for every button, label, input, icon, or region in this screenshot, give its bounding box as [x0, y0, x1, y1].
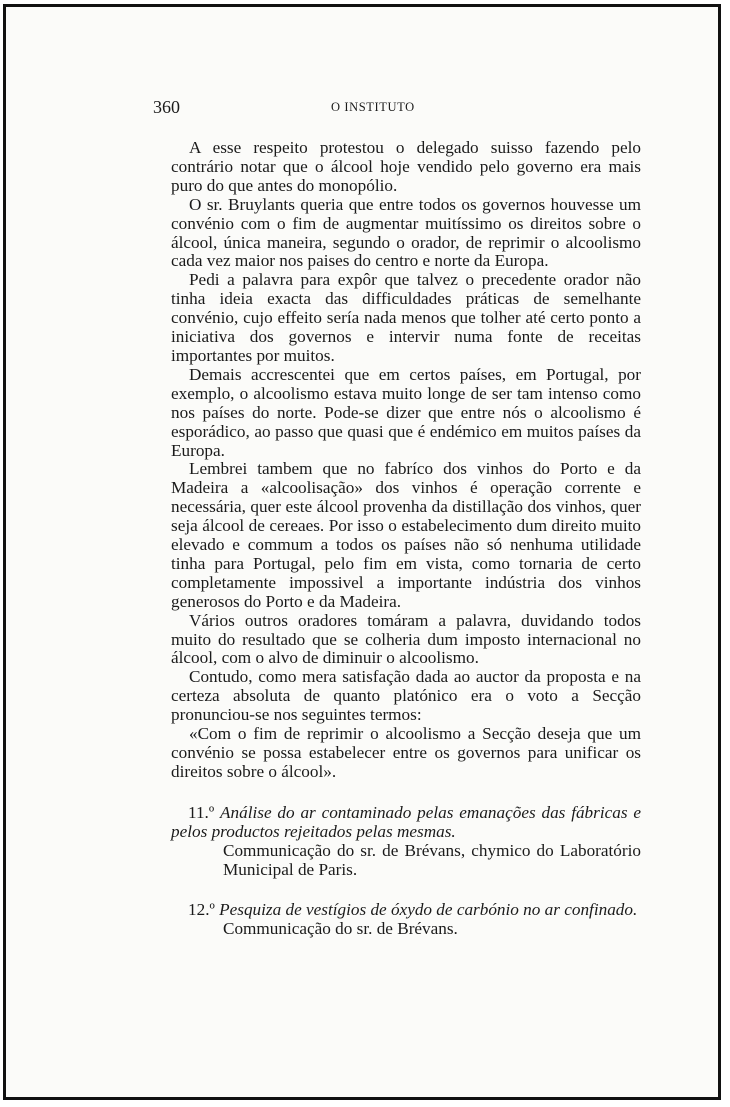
- paragraph: Contudo, como mera satisfação dada ao auctor da proposta e na certeza absoluta de quanto platónico era o voto a Secção pronunciou-se nos seguintes termos:: [171, 667, 641, 725]
- agenda-item-11: [171, 804, 641, 880]
- agenda-item-title: Pesquiza de vestígios de óxydo de carbónio no ar confinado.: [219, 900, 638, 920]
- agenda-item-number: 12.º: [188, 900, 215, 920]
- agenda-item-note: Communicação do sr. de Brévans, chymico do Laboratório Municipal de Paris.: [223, 840, 641, 879]
- paragraph: Demais accrescentei que em certos países, em Portugal, por exemplo, o alcoolismo estava muito longe de ser tam intenso como nos países do norte. Pode-se dizer que entre nós o alcoolismo é esporádico, ao passo que quasi que é endémico em muitos países da Europa.: [171, 364, 641, 460]
- agenda-item-note: Communicação do sr. de Brévans.: [223, 919, 458, 939]
- page-header: [153, 97, 641, 121]
- agenda-item-12: [171, 901, 641, 939]
- body-text: [171, 139, 641, 782]
- paragraph: Lembrei tambem que no fabríco dos vinhos do Porto e da Madeira a «alcoolisação» dos vinhos é operação corrente e necessária, quer este álcool provenha da distillação dos vinhos, quer seja álcool de cereaes. Por isso o estabelecimento dum direito muito elevado e commum a todos os países não só nenhuma utilidade tinha para Portugal, pelo fim em vista, como tornaria de certo completamente impossivel a importante indústria dos vinhos generosos do Porto e da Madeira.: [171, 459, 641, 611]
- running-title: O INSTITUTO: [331, 100, 415, 114]
- paragraph: Pedi a palavra para expôr que talvez o precedente orador não tinha ideia exacta das difficuldades práticas de semelhante convénio, cujo effeito sería nada menos que tolher até certo ponto a iniciativa dos governos e intervir numa fonte de receitas importantes por muitos.: [171, 270, 641, 365]
- paragraph: «Com o fim de reprimir o alcoolismo a Secção deseja que um convénio se possa estabelecer entre os governos para unificar os direitos sobre o álcool».: [171, 724, 641, 781]
- agenda-item-heading: [171, 804, 641, 842]
- page-frame: [3, 4, 721, 1100]
- page-number: 360: [153, 97, 180, 117]
- agenda-item-heading: [171, 901, 641, 920]
- paragraph: A esse respeito protestou o delegado suisso fazendo pelo contrário notar que o álcool hoje vendido pelo governo era mais puro do que antes do monopólio.: [171, 138, 641, 195]
- book-page: [153, 97, 641, 939]
- paragraph: Vários outros oradores tomáram a palavra, duvidando todos muito do resultado que se colheria dum imposto internacional no álcool, com o alvo de diminuir o alcoolismo.: [171, 610, 641, 668]
- agenda-item-number: 11.º: [188, 802, 215, 822]
- agenda-item-title: Análise do ar contaminado pelas emanações das fábricas e pelos productos rejeitados pelas mesmas.: [171, 802, 641, 841]
- paragraph: O sr. Bruylants queria que entre todos os governos houvesse um convénio com o fim de augmentar muitíssimo os direitos sobre o álcool, única maneira, segundo o orador, de reprimir o alcoolismo cada vez maior nos paises do centro e norte da Europa.: [171, 194, 641, 271]
